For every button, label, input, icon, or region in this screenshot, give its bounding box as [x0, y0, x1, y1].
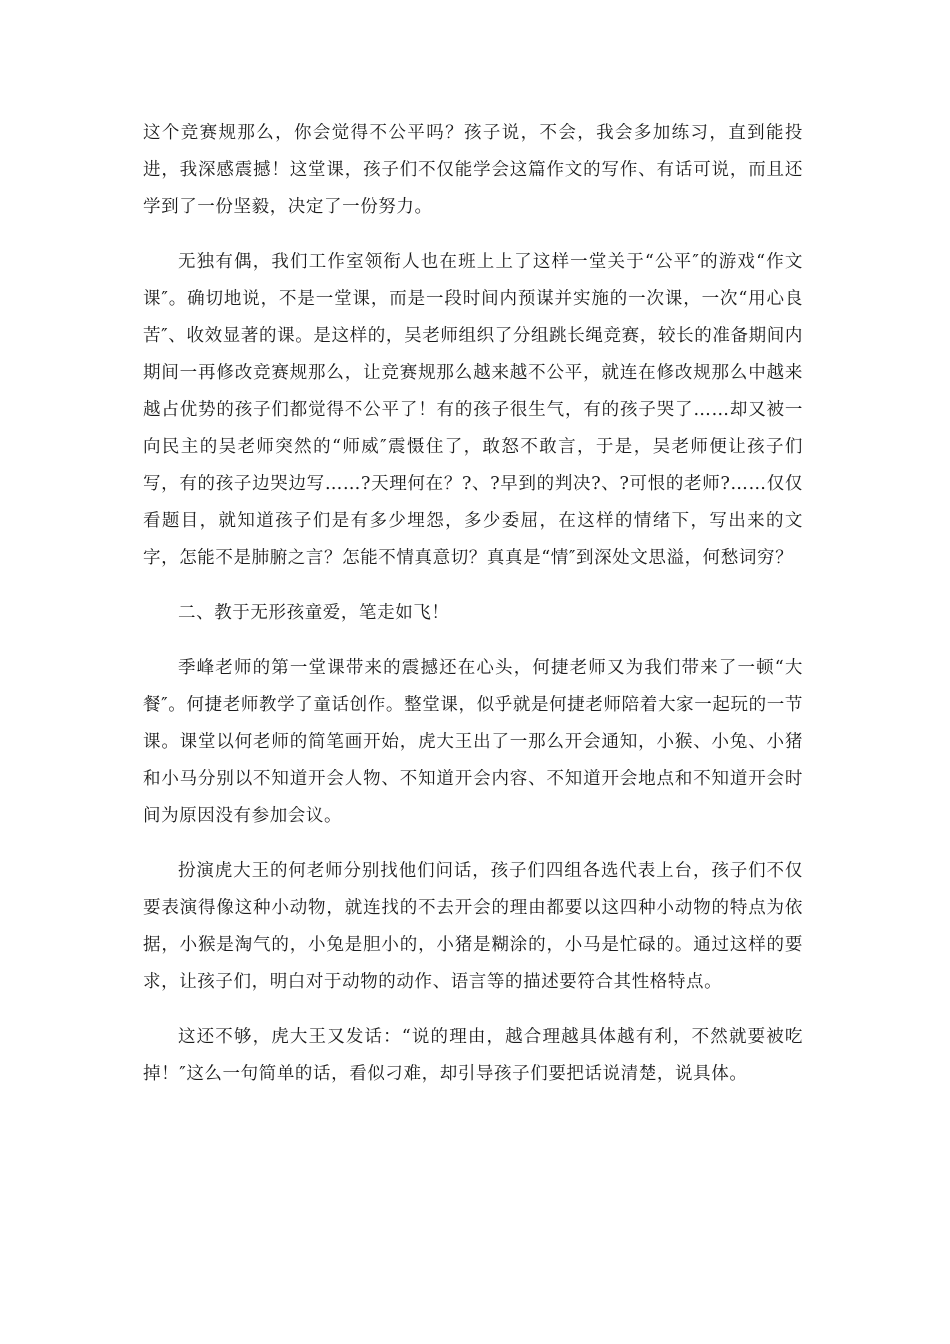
paragraph-3: 季峰老师的第一堂课带来的震撼还在心头，何捷老师又为我们带来了一顿“大餐″。何捷老师教学了童话创作。整堂课，似乎就是何捷老师陪着大家一起玩的一节课。课堂以何老师的简笔画开始，虎大王出了一那么开会通知，小猴、小兔、小猪和小马分别以不知道开会人物、不知道开会内容、不知道开会地点和不知道开会时间为原因没有参加会议。 — [143, 658, 803, 826]
document-body — [143, 115, 803, 1111]
paragraph-4: 扮演虎大王的何老师分别找他们问话，孩子们四组各选代表上台，孩子们不仅要表演得像这种小动物，就连找的不去开会的理由都要以这四种小动物的特点为依据，小猴是淘气的，小兔是胆小的，小猪是糊涂的，小马是忙碌的。通过这样的要求，让孩子们，明白对于动物的动作、语言等的描述要符合其性格特点。 — [143, 861, 803, 992]
section-heading: 二、教于无形孩童爱，笔走如飞！ — [178, 603, 450, 623]
paragraph-2: 无独有偶，我们工作室领衔人也在班上上了这样一堂关于“公平″的游戏“作文课″。确切地说，不是一堂课，而是一段时间内预谋并实施的一次课，一次“用心良苦″、收效显著的课。是这样的，吴老师组织了分组跳长绳竞赛，较长的准备期间内期间一再修改竞赛规那么，让竞赛规那么越来越不公平，就连在修改规那么中越来越占优势的孩子们都觉得不公平了！有的孩子很生气，有的孩子哭了……却又被一向民主的吴老师突然的“师威″震慑住了，敢怒不敢言，于是，吴老师便让孩子们写，有的孩子边哭边写……?天理何在？?、?早到的判决?、?可恨的老师?……仅仅看题目，就知道孩子们是有多少埋怨，多少委屈，在这样的情绪下，写出来的文字，怎能不是肺腑之言？怎能不情真意切？真真是“情″到深处文思溢，何愁词穷？ — [143, 252, 803, 568]
paragraph-5: 这还不够，虎大王又发话：“说的理由，越合理越具体越有利，不然就要被吃掉！″这么一句简单的话，看似刁难，却引导孩子们要把话说清楚，说具体。 — [143, 1027, 803, 1084]
paragraph-1: 这个竞赛规那么，你会觉得不公平吗？孩子说，不会，我会多加练习，直到能投进，我深感震撼！这堂课，孩子们不仅能学会这篇作文的写作、有话可说，而且还学到了一份坚毅，决定了一份努力。 — [143, 123, 803, 217]
